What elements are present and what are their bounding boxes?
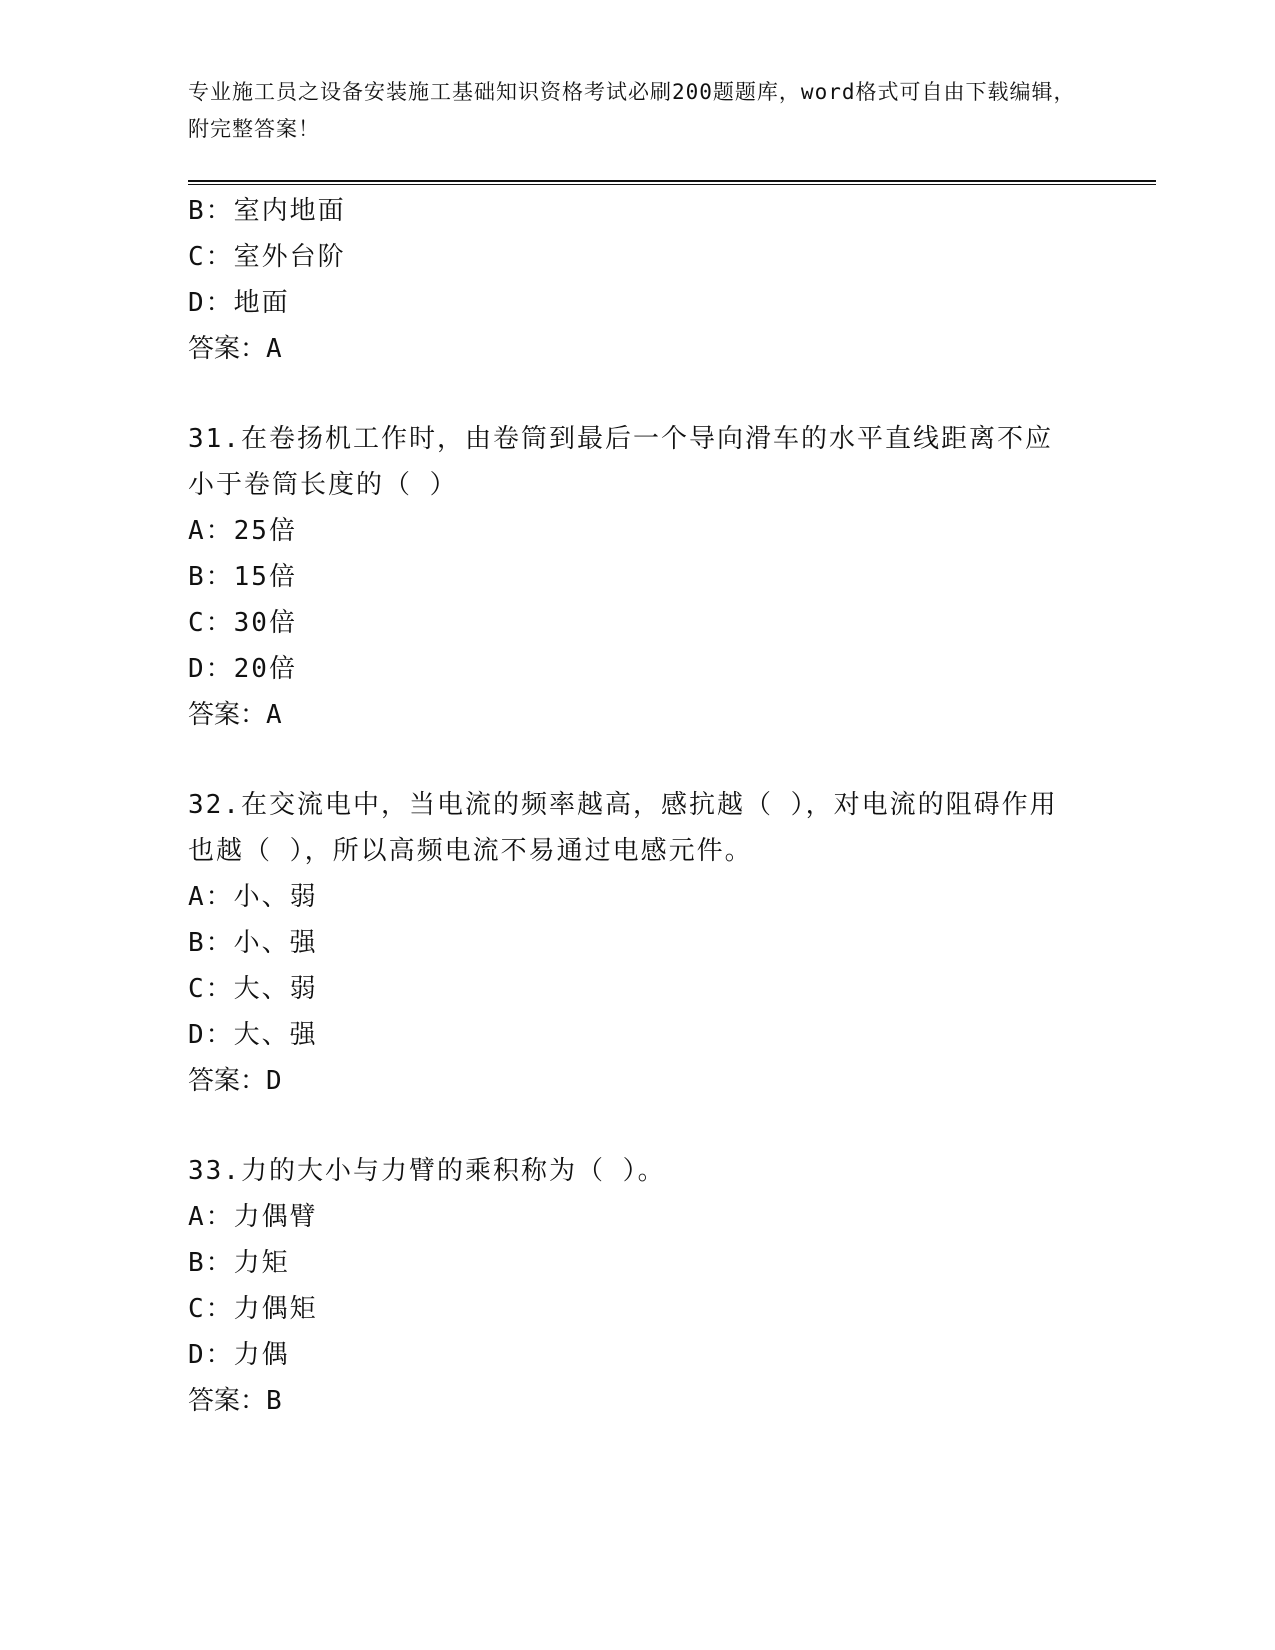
question-text: 32.在交流电中，当电流的频率越高，感抗越（ ），对电流的阻碍作用也越（ ），所以高频电流不易通过电感元件。 xyxy=(188,790,1058,866)
option-d: D：地面 xyxy=(188,288,290,318)
answer-value: D xyxy=(266,1066,282,1096)
option-c: C：大、弱 xyxy=(188,974,318,1004)
question-block-32 xyxy=(188,782,1088,1104)
option-b: B：15倍 xyxy=(188,562,297,592)
option-b: B：室内地面 xyxy=(188,196,346,226)
answer-label: 答案： xyxy=(188,334,267,364)
answer-label: 答案： xyxy=(188,1386,267,1416)
answer-line xyxy=(188,692,1088,738)
header-divider xyxy=(188,180,1156,185)
answer-value: A xyxy=(266,700,282,730)
question-block-31 xyxy=(188,416,1088,738)
question-list xyxy=(188,188,1088,1424)
question-block-33 xyxy=(188,1148,1088,1424)
question-block-30 xyxy=(188,188,1088,372)
answer-line xyxy=(188,326,1088,372)
option-a: A：小、弱 xyxy=(188,882,318,912)
question-text: 33.力的大小与力臂的乘积称为（ ）。 xyxy=(188,1156,666,1186)
option-d: D：20倍 xyxy=(188,654,297,684)
option-d: D：大、强 xyxy=(188,1020,318,1050)
answer-line xyxy=(188,1058,1088,1104)
option-a: A：力偶臂 xyxy=(188,1202,318,1232)
option-c: C：室外台阶 xyxy=(188,242,346,272)
option-d: D：力偶 xyxy=(188,1340,290,1370)
question-text: 31.在卷扬机工作时，由卷筒到最后一个导向滑车的水平直线距离不应小于卷筒长度的（ ） xyxy=(188,424,1053,500)
option-c: C：力偶矩 xyxy=(188,1294,318,1324)
option-b: B：力矩 xyxy=(188,1248,290,1278)
answer-value: A xyxy=(266,334,282,364)
option-c: C：30倍 xyxy=(188,608,297,638)
answer-label: 答案： xyxy=(188,1066,267,1096)
answer-label: 答案： xyxy=(188,700,267,730)
document-title: 专业施工员之设备安装施工基础知识资格考试必刷200题题库，word格式可自由下载编辑，附完整答案！ xyxy=(188,80,1076,141)
option-b: B：小、强 xyxy=(188,928,318,958)
answer-value: B xyxy=(266,1386,282,1416)
answer-line xyxy=(188,1378,1088,1424)
option-a: A：25倍 xyxy=(188,516,297,546)
